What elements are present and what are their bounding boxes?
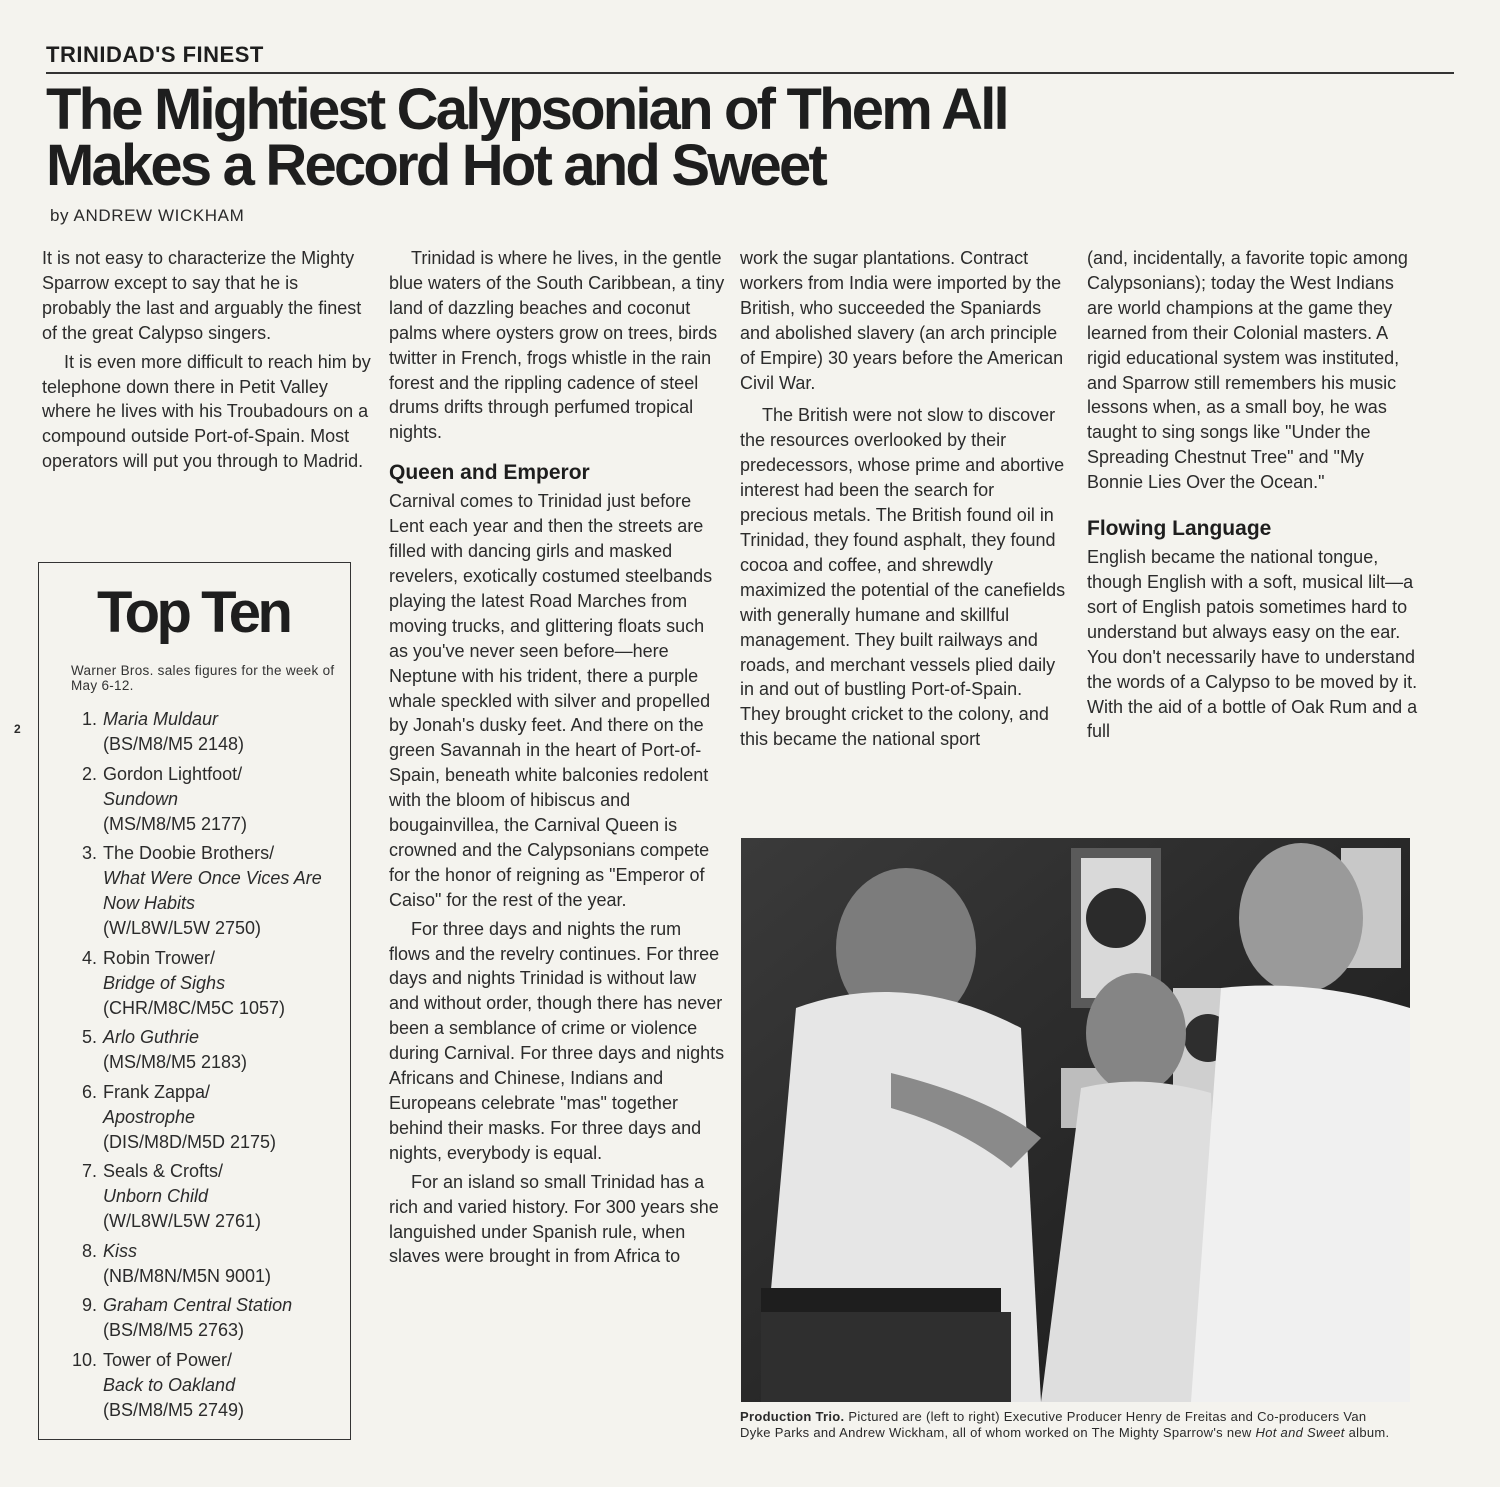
article-column-4 bbox=[1087, 246, 1422, 744]
paragraph: work the sugar plantations. Contract workers from India were imported by the British, who succeeded the Spaniards and abolished slavery (an arch principle of Empire) 30 years before the American Civil War. bbox=[740, 248, 1064, 393]
rank: 4. bbox=[81, 947, 97, 968]
catalog-number: (CHR/M8C/M5C 1057) bbox=[103, 997, 286, 1018]
byline: by ANDREW WICKHAM bbox=[50, 206, 245, 225]
caption-album: Hot and Sweet bbox=[1255, 1424, 1345, 1440]
album-title: Maria Muldaur bbox=[103, 709, 219, 729]
artist-name: Robin Trower/ bbox=[103, 947, 216, 968]
rank: 2. bbox=[81, 763, 97, 784]
catalog-number: (MS/M8/M5 2177) bbox=[103, 813, 248, 834]
rank: 1. bbox=[81, 709, 97, 729]
list-item bbox=[67, 1239, 347, 1289]
catalog-number: (BS/M8/M5 2749) bbox=[103, 1399, 245, 1420]
album-title: Arlo Guthrie bbox=[103, 1027, 200, 1047]
album-title: Back to Oakland bbox=[103, 1374, 236, 1395]
header-rule bbox=[46, 72, 1454, 74]
rank: 3. bbox=[81, 843, 97, 863]
paragraph: The British were not slow to discover the resources overlooked by their predecessors, whose prime and abortive interest had been the search for precious metals. The British found oil in Trinidad, they found asphalt, they found cocoa and coffee, and shrewdly maximized the potential of the canefields with generally humane and skillful management. They built railways and roads, and merchant vessels plied daily in and out of bustling Port-of-Spain. They brought cricket to the colony, and this became the national sport bbox=[740, 405, 1066, 750]
list-item bbox=[67, 1293, 347, 1343]
kicker: TRINIDAD'S FINEST bbox=[46, 42, 264, 67]
rank: 10. bbox=[71, 1349, 97, 1370]
list-item bbox=[67, 1080, 347, 1155]
rank: 5. bbox=[81, 1027, 97, 1047]
headline: The Mightiest Calypsonian of Them All Makes a Record Hot and Sweet bbox=[46, 77, 1007, 198]
catalog-number: (W/L8W/L5W 2750) bbox=[103, 918, 262, 938]
top-ten-title: Top Ten bbox=[97, 580, 290, 645]
artist-name: Seals & Crofts/ bbox=[103, 1161, 224, 1181]
caption-lead: Production Trio. bbox=[740, 1409, 845, 1424]
list-item bbox=[67, 1025, 347, 1075]
rank: 9. bbox=[81, 1295, 97, 1315]
rank: 7. bbox=[81, 1161, 97, 1181]
paragraph: For an island so small Trinidad has a rich and varied history. For 300 years she languished under Spanish rule, when slaves were brought in from Africa to bbox=[389, 1171, 719, 1267]
rank: 6. bbox=[81, 1081, 97, 1102]
list-item bbox=[67, 841, 347, 941]
article-column-1 bbox=[42, 246, 372, 474]
artist-name: Gordon Lightfoot/ bbox=[103, 763, 243, 784]
paragraph: It is even more difficult to reach him by telephone down there in Petit Valley where he lives with his Troubadours on a compound outside Port-of-Spain. Most operators will put you through to Madrid. bbox=[42, 351, 371, 472]
album-title: Kiss bbox=[103, 1240, 138, 1261]
subheading: Queen and Emperor bbox=[389, 461, 590, 485]
article-column-3 bbox=[740, 246, 1066, 752]
catalog-number: (NB/M8N/M5N 9001) bbox=[103, 1265, 272, 1286]
paragraph: For three days and nights the rum flows and the revelry continues. For three days and nights Trinidad is without law and without order, though there has never been a semblance of crime or violence during Carnival. For three days and nights Africans and Chinese, Indians and Europeans celebrate "mas" together behind their masks. For three days and nights, everybody is equal. bbox=[389, 918, 725, 1163]
list-item bbox=[67, 707, 347, 757]
paragraph: Carnival comes to Trinidad just before Lent each year and then the streets are filled with dancing girls and masked revelers, exotically costumed steelbands playing the latest Road Marches from moving trucks, and glittering floats such as you've never seen before—here Neptune with his trident, there a purple whale speckled with silver and propelled by Jonah's dusky feet. And there on the green Savannah in the heart of Port-of-Spain, beneath white balconies redolent with the bloom of hibiscus and bougainvillea, the Carnival Queen is crowned and the Calypsonians compete for the honor of reigning as "Emperor of Caiso" for the rest of the year. bbox=[389, 491, 713, 910]
article-column-2 bbox=[389, 246, 725, 1269]
top-ten-box bbox=[38, 562, 351, 1440]
paragraph: English became the national tongue, though English with a soft, musical lilt—a sort of English patois sometimes hard to understand but always easy on the ear. You don't necessarily have to understand the words of a Calypso to be moved by it. With the aid of a bottle of Oak Rum and a full bbox=[1087, 547, 1418, 742]
list-item bbox=[67, 1159, 347, 1234]
page-number: 2 bbox=[14, 722, 21, 736]
album-title: Apostrophe bbox=[103, 1106, 196, 1127]
artist-name: Frank Zappa/ bbox=[103, 1081, 211, 1102]
artist-name: The Doobie Brothers/ bbox=[103, 843, 275, 863]
list-item bbox=[67, 946, 347, 1021]
caption-text-end: album. bbox=[1344, 1424, 1390, 1440]
catalog-number: (W/L8W/L5W 2761) bbox=[103, 1211, 262, 1231]
rank: 8. bbox=[81, 1240, 97, 1261]
subheading: Flowing Language bbox=[1087, 517, 1272, 541]
list-item bbox=[67, 762, 347, 837]
catalog-number: (MS/M8/M5 2183) bbox=[103, 1052, 248, 1072]
album-title: Sundown bbox=[103, 788, 179, 809]
production-trio-photo bbox=[741, 838, 1410, 1402]
album-title: Unborn Child bbox=[103, 1186, 209, 1206]
artist-name: Tower of Power/ bbox=[103, 1349, 233, 1370]
catalog-number: (BS/M8/M5 2148) bbox=[103, 734, 245, 754]
top-ten-list bbox=[67, 707, 347, 1427]
album-title: Graham Central Station bbox=[103, 1295, 293, 1315]
album-title: What Were Once Vices Are Now Habits bbox=[103, 868, 322, 913]
photo-caption bbox=[740, 1409, 1400, 1440]
album-title: Bridge of Sighs bbox=[103, 972, 226, 993]
list-item bbox=[67, 1348, 347, 1423]
paragraph: It is not easy to characterize the Mighty Sparrow except to say that he is probably the last and arguably the finest of the great Calypso singers. bbox=[42, 248, 362, 343]
paragraph: Trinidad is where he lives, in the gentle blue waters of the South Caribbean, a tiny land of dazzling beaches and coconut palms where oysters grow on trees, birds twitter in French, frogs whistle in the rain forest and the rippling cadence of steel drums drifts through perfumed tropical nights. bbox=[389, 248, 725, 443]
caption-text: Pictured are (left to right) Executive Producer Henry de Freitas and Co-producers Van Dyke Parks and Andrew Wickham, all of whom worked on The Mighty Sparrow's new bbox=[740, 1409, 1367, 1440]
catalog-number: (DIS/M8D/M5D 2175) bbox=[103, 1131, 277, 1152]
paragraph: (and, incidentally, a favorite topic among Calypsonians); today the West Indians are world champions at the game they learned from their Colonial masters. A rigid educational system was instituted, and Sparrow still remembers his music lessons when, as a small boy, he was taught to sing songs like "Under the Spreading Chestnut Tree" and "My Bonnie Lies Over the Ocean." bbox=[1087, 248, 1408, 493]
catalog-number: (BS/M8/M5 2763) bbox=[103, 1320, 245, 1340]
top-ten-note: Warner Bros. sales figures for the week of May 6-12. bbox=[71, 663, 335, 693]
